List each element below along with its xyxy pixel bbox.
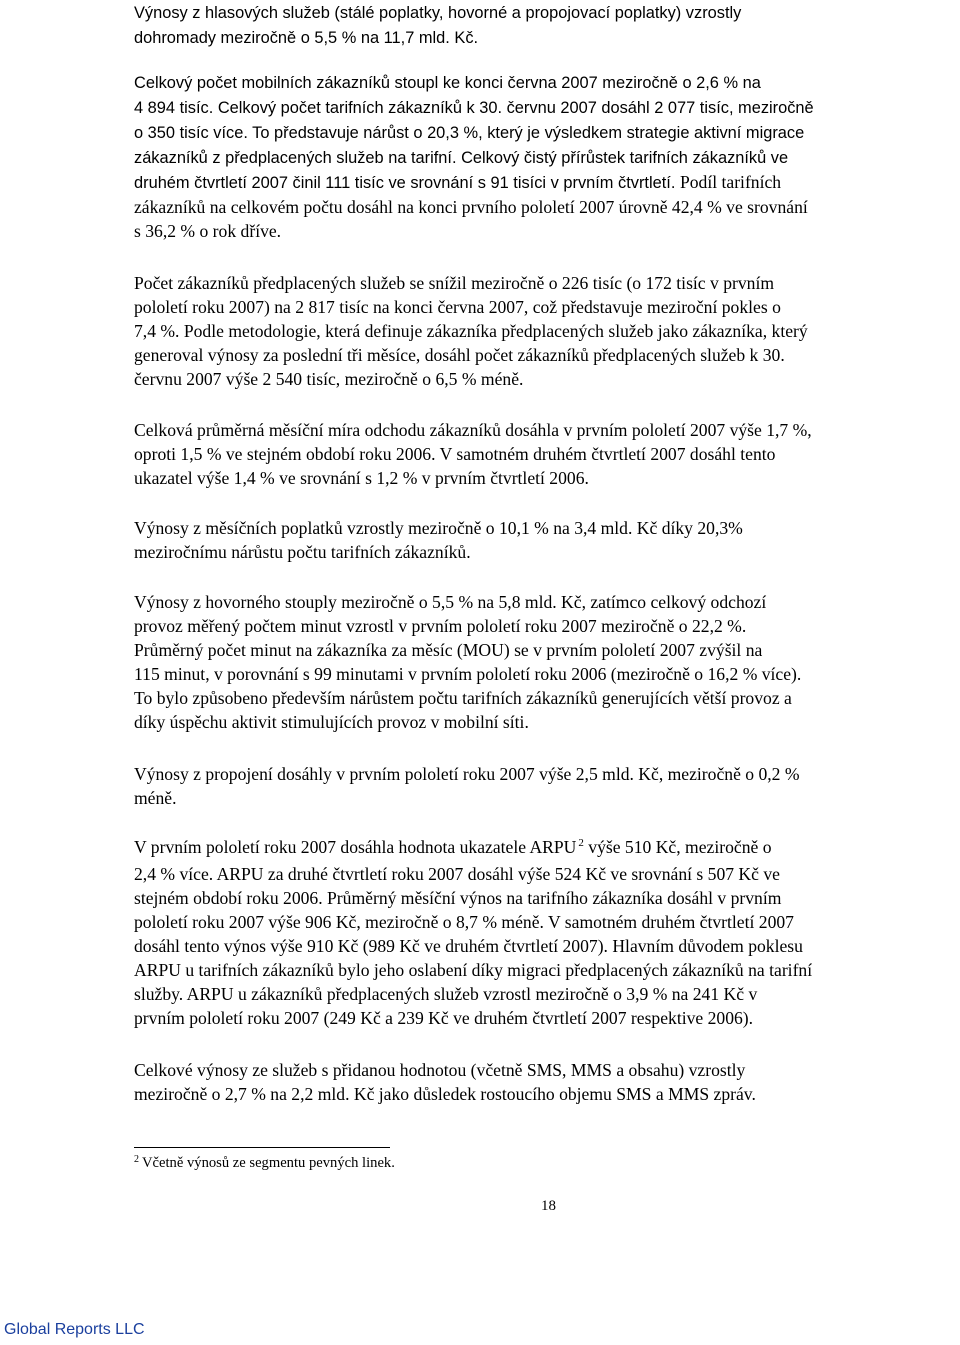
paragraph-line — [134, 25, 741, 50]
paragraph-line — [134, 95, 814, 120]
paragraph-line — [134, 982, 812, 1006]
paragraph — [134, 762, 800, 810]
text-run: 7,4 %. Podle metodologie, která definuje zákazníka předplacených služeb jako zákazníka, který — [134, 321, 808, 341]
paragraph — [134, 590, 801, 734]
text-run: meziročnímu nárůstu počtu tarifních zákazníků. — [134, 542, 471, 562]
text-run: Podíl tarifních — [679, 172, 782, 192]
text-run: stejném období roku 2006. Průměrný měsíční výnos na tarifního zákazníka dosáhl v prvním — [134, 888, 782, 908]
text-run: Průměrný počet minut na zákazníka za měsíc (MOU) se v prvním pololetí 2007 zvýšil na — [134, 640, 763, 660]
paragraph — [134, 835, 812, 1030]
text-run: pololetí roku 2007) na 2 817 tisíc na konci června 2007, což představuje meziroční pokles o — [134, 297, 781, 317]
paragraph-line — [134, 219, 814, 243]
paragraph-line — [134, 958, 812, 982]
text-run: Výnosy z propojení dosáhly v prvním pololetí roku 2007 výše 2,5 mld. Kč, meziročně o 0,2 % — [134, 764, 800, 784]
paragraph — [134, 70, 814, 243]
paragraph-line — [134, 516, 743, 540]
text-run: To bylo způsobeno především nárůstem počtu tarifních zákazníků generujících větší provoz a — [134, 688, 792, 708]
paragraph — [134, 1058, 756, 1106]
footnote — [134, 1153, 395, 1175]
paragraph-line — [134, 590, 801, 614]
text-run: Celkové výnosy ze služeb s přidanou hodnotou (včetně SMS, MMS a obsahu) vzrostly — [134, 1060, 746, 1080]
footnote-text: Včetně výnosů ze segmentu pevných linek. — [142, 1155, 395, 1171]
text-run: 115 minut, v porovnání s 99 minutami v prvním pololetí roku 2006 (meziročně o 16,2 % více). — [134, 664, 802, 684]
text-run: 4 894 tisíc. Celkový počet tarifních zákazníků k 30. červnu 2007 dosáhl 2 077 tisíc, meziročně — [134, 99, 814, 117]
text-run: dohromady meziročně o 5,5 % na 11,7 mld. Kč. — [134, 29, 479, 47]
paragraph-line — [134, 442, 812, 466]
text-run: pololetí roku 2007 výše 906 Kč, meziročně o 8,7 % méně. V samotném druhém čtvrtletí 2007 — [134, 912, 794, 932]
text-run: o 350 tisíc více. To představuje nárůst o 20,3 %, který je výsledkem strategie aktivní migrace — [134, 124, 805, 142]
paragraph-line — [134, 170, 814, 195]
paragraph-line — [134, 343, 808, 367]
text-run: generoval výnosy za poslední tři měsíce, dosáhl počet zákazníků předplacených služeb k 30. — [134, 345, 785, 365]
text-run: Výnosy z měsíčních poplatků vzrostly meziročně o 10,1 % na 3,4 mld. Kč díky 20,3% — [134, 518, 743, 538]
paragraph-line — [134, 70, 814, 95]
paragraph — [134, 516, 743, 564]
paragraph-line — [134, 271, 808, 295]
text-run: zákazníků z předplacených služeb na tarifní. Celkový čistý přírůstek tarifních zákazníků ve — [134, 149, 789, 167]
text-run: díky úspěchu aktivit stimulujících provoz v mobilní síti. — [134, 712, 529, 732]
paragraph-line — [134, 662, 801, 686]
paragraph-line — [134, 367, 808, 391]
paragraph-line — [134, 910, 812, 934]
paragraph-line — [134, 0, 741, 25]
footnote-separator — [134, 1147, 390, 1148]
brand-watermark: Global Reports LLC — [4, 1321, 145, 1338]
paragraph-line — [134, 638, 801, 662]
text-run: Celkový počet mobilních zákazníků stoupl ke konci června 2007 meziročně o 2,6 % na — [134, 74, 761, 92]
paragraph-line — [134, 195, 814, 219]
paragraph-line — [134, 145, 814, 170]
text-run: meziročně o 2,7 % na 2,2 mld. Kč jako důsledek rostoucího objemu SMS a MMS zpráv. — [134, 1084, 756, 1104]
footnote-number: 2 — [134, 1154, 139, 1165]
text-run: s 36,2 % o rok dříve. — [134, 221, 282, 241]
paragraph-line — [134, 1058, 756, 1082]
text-run: prvním pololetí roku 2007 (249 Kč a 239 Kč ve druhém čtvrtletí 2007 respektive 2006). — [134, 1008, 754, 1028]
text-run: služby. ARPU u zákazníků předplacených služeb vzrostl meziročně o 3,9 % na 241 Kč v — [134, 984, 758, 1004]
text-run: oproti 1,5 % ve stejném období roku 2006. V samotném druhém čtvrtletí 2007 dosáhl tento — [134, 444, 776, 464]
paragraph-line — [134, 1006, 812, 1030]
text-run: Výnosy z hovorného stouply meziročně o 5,5 % na 5,8 mld. Kč, zatímco celkový odchozí — [134, 592, 767, 612]
paragraph-line — [134, 934, 812, 958]
footnote-reference: 2 — [578, 837, 584, 849]
paragraph-line — [134, 319, 808, 343]
paragraph-line — [134, 710, 801, 734]
paragraph-line — [134, 786, 800, 810]
paragraph-line — [134, 418, 812, 442]
paragraph-line — [134, 886, 812, 910]
paragraph-line — [134, 762, 800, 786]
text-run: ukazatel výše 1,4 % ve srovnání s 1,2 % v prvním čtvrtletí 2006. — [134, 468, 589, 488]
paragraph-line — [134, 835, 812, 862]
text-run: Celková průměrná měsíční míra odchodu zákazníků dosáhla v prvním pololetí 2007 výše 1,7 %, — [134, 420, 812, 440]
paragraph-line — [134, 466, 812, 490]
paragraph-line — [134, 1082, 756, 1106]
paragraph — [134, 0, 741, 50]
paragraph — [134, 271, 808, 391]
text-run: ARPU u tarifních zákazníků bylo jeho oslabení díky migraci předplacených zákazníků na tarifní — [134, 960, 813, 980]
text-run: 2,4 % více. ARPU za druhé čtvrtletí roku 2007 dosáhl výše 524 Kč ve srovnání s 507 Kč ve — [134, 864, 780, 884]
text-run: dosáhl tento výnos výše 910 Kč (989 Kč ve druhém čtvrtletí 2007). Hlavním důvodem poklesu — [134, 936, 803, 956]
page-number: 18 — [541, 1198, 556, 1214]
text-run: Výnosy z hlasových služeb (stálé poplatky, hovorné a propojovací poplatky) vzrostly — [134, 4, 742, 22]
paragraph-line — [134, 120, 814, 145]
text-run: druhém čtvrtletí 2007 činil 111 tisíc ve srovnání s 91 tisíci v prvním čtvrtletí. — [134, 174, 680, 192]
paragraph-line — [134, 295, 808, 319]
text-run: V prvním pololetí roku 2007 dosáhla hodnota ukazatele ARPU — [134, 837, 577, 857]
paragraph — [134, 418, 812, 490]
paragraph-line — [134, 614, 801, 638]
text-run: provoz měřený počtem minut vzrostl v prvním pololetí roku 2007 meziročně o 22,2 %. — [134, 616, 747, 636]
text-run: zákazníků na celkovém počtu dosáhl na konci prvního pololetí 2007 úrovně 42,4 % ve srovnání — [134, 197, 808, 217]
text-run: výše 510 Kč, meziročně o — [583, 837, 772, 857]
text-run: Počet zákazníků předplacených služeb se snížil meziročně o 226 tisíc (o 172 tisíc v prvním — [134, 273, 775, 293]
paragraph-line — [134, 540, 743, 564]
paragraph-line — [134, 686, 801, 710]
text-run: červnu 2007 výše 2 540 tisíc, meziročně o 6,5 % méně. — [134, 369, 524, 389]
paragraph-line — [134, 862, 812, 886]
text-run: méně. — [134, 788, 177, 808]
